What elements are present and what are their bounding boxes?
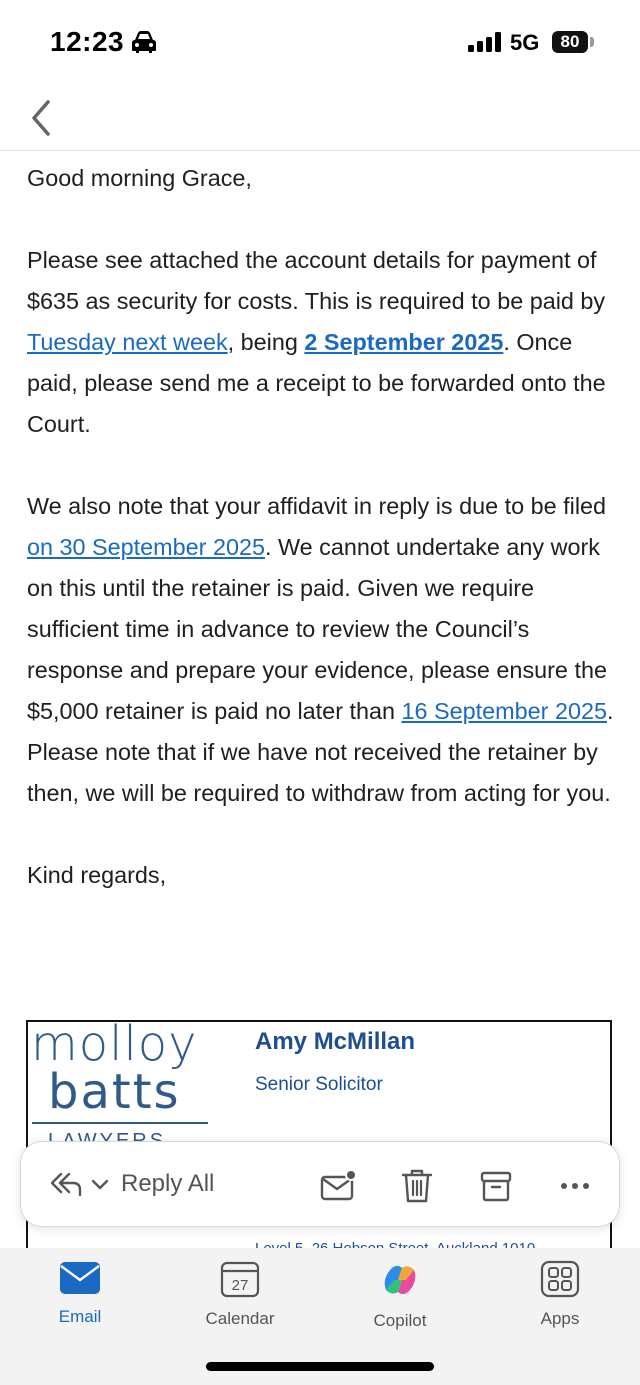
signature-title: Senior Solicitor (255, 1074, 383, 1095)
tab-email[interactable] (20, 1260, 140, 1327)
trash-icon (400, 1168, 434, 1204)
tab-label-apps: Apps (540, 1309, 580, 1328)
apps-grid-icon (540, 1260, 580, 1298)
reply-all-label: Reply All (121, 1170, 215, 1197)
status-bar (0, 0, 640, 88)
tab-label-calendar: Calendar (205, 1309, 275, 1328)
date-link-16-september[interactable]: 16 September 2025 (401, 698, 607, 724)
cellular-signal-icon (468, 32, 502, 52)
network-type: 5G (510, 30, 540, 55)
email-signoff: Kind regards, (27, 862, 167, 888)
email-body (27, 158, 617, 937)
text-segment: . We cannot undertake any work on this until the retainer is paid. Given we require sufficient time in advance to review the Council’s response and prepare your evidence, please ensure the $5,000 retainer is paid no later than (27, 534, 607, 724)
copilot-icon (378, 1260, 422, 1300)
tab-label-email: Email (58, 1307, 102, 1326)
calendar-day-number: 27 (231, 1277, 249, 1294)
car-icon (130, 30, 158, 54)
text-segment: . Once paid, please send me a receipt to be forwarded onto the Court. (27, 329, 606, 437)
home-indicator[interactable] (206, 1362, 434, 1371)
email-paragraph-1 (27, 240, 617, 445)
email-greeting: Good morning Grace, (27, 165, 252, 191)
text-segment: Please see attached the account details for payment of $635 as security for costs. This is required to be paid by (27, 247, 606, 314)
more-options-button[interactable] (553, 1164, 597, 1208)
firm-logo-line-2: batts (48, 1064, 181, 1120)
tab-calendar[interactable] (180, 1260, 300, 1329)
chevron-down-icon[interactable] (89, 1176, 111, 1192)
battery-tip (590, 37, 594, 47)
archive-icon (479, 1169, 513, 1203)
reply-all-icon (49, 1170, 83, 1198)
archive-button[interactable] (474, 1164, 518, 1208)
back-chevron-icon[interactable] (26, 96, 56, 140)
date-link-30-september[interactable]: on 30 September 2025 (27, 534, 265, 560)
delete-button[interactable] (395, 1164, 439, 1208)
more-horizontal-icon (560, 1182, 590, 1190)
email-paragraph-2 (27, 486, 617, 814)
envelope-icon (59, 1260, 101, 1296)
signature-name: Amy McMillan (255, 1028, 416, 1055)
logo-divider (32, 1122, 208, 1124)
reply-all-button[interactable] (49, 1164, 214, 1204)
tab-apps[interactable] (500, 1260, 620, 1329)
tab-label-copilot: Copilot (373, 1311, 427, 1330)
text-segment: , being (227, 329, 305, 355)
message-action-toolbar (20, 1141, 620, 1227)
text-segment: We also note that your affidavit in reply is due to be filed (27, 493, 607, 519)
battery-level: 80 (552, 31, 588, 53)
status-time: 12:23 (50, 26, 125, 57)
date-link-tuesday[interactable]: Tuesday next week (27, 329, 228, 355)
date-link-2-september[interactable]: 2 September 2025 (304, 329, 504, 355)
mark-unread-button[interactable] (317, 1164, 361, 1208)
calendar-icon (220, 1260, 260, 1298)
firm-logo-line-1: molloy (31, 1020, 198, 1072)
mail-unread-icon (320, 1169, 358, 1203)
navigation-bar (0, 88, 640, 151)
tab-copilot[interactable] (340, 1260, 460, 1331)
text-segment: . Please note that if we have not received the retainer by then, we will be required to withdraw from acting for you. (27, 698, 614, 806)
